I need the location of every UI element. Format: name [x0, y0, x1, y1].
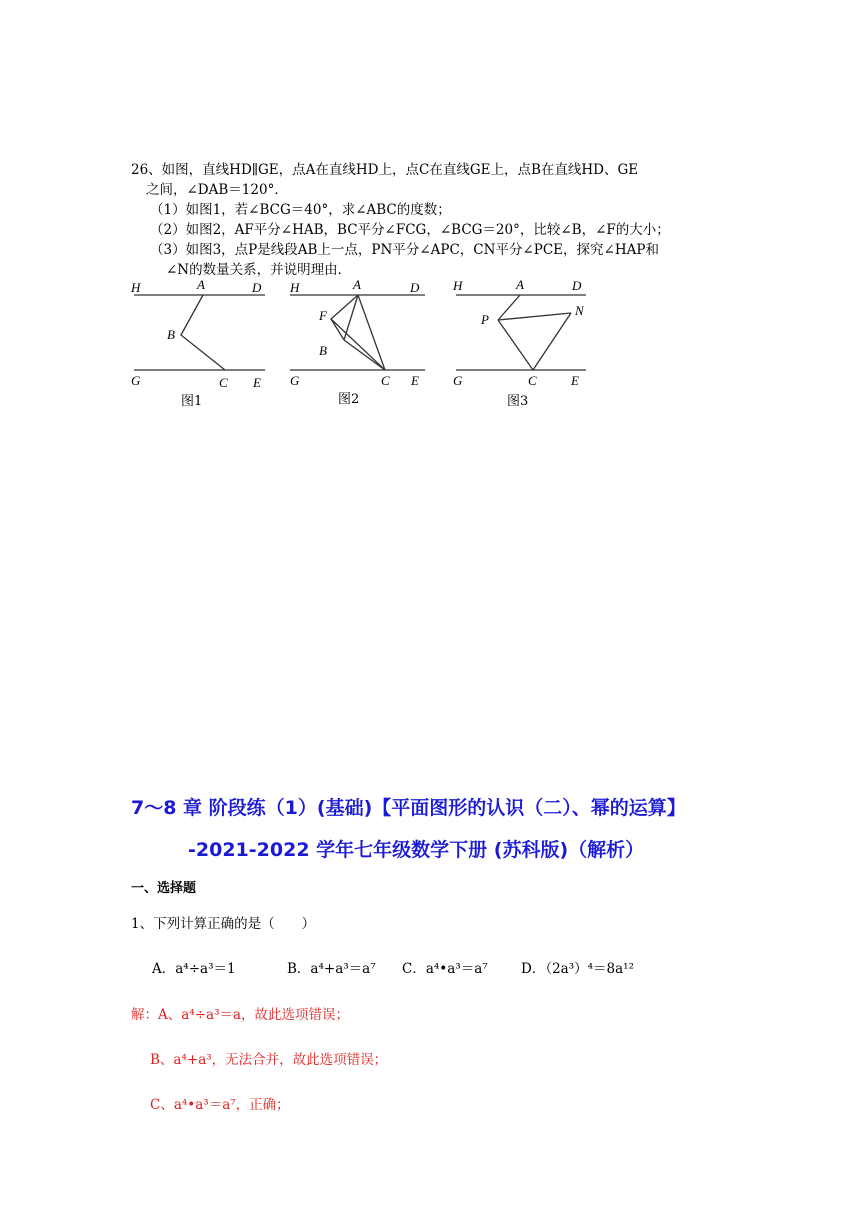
fig3-label-d: D — [572, 278, 582, 293]
fig2-label-g: G — [290, 373, 300, 388]
fig2-label-c: C — [381, 373, 390, 388]
problem-26-line-1: 26、如图，直线HD∥GE，点A在直线HD上，点C在直线GE上，点B在直线HD、GE — [131, 162, 639, 178]
fig3-label-h: H — [453, 278, 463, 293]
solution-line-c: C、a⁴•a³＝a⁷，正确； — [150, 1097, 290, 1113]
document-title-line-1: 7～8 章 阶段练（1）(基础)【平面图形的认识（二）、幂的运算】 — [131, 797, 686, 819]
fig3-label-e: E — [571, 373, 579, 388]
fig1-label-d: D — [252, 280, 262, 295]
fig3-label-n: N — [575, 303, 584, 318]
fig3-label-g: G — [453, 373, 463, 388]
problem-26-line-2: 之间，∠DAB＝120°． — [146, 182, 288, 198]
question-1-option-b: B．a⁴+a³＝a⁷ — [287, 961, 376, 977]
problem-26-part-3-b: ∠N的数量关系，并说明理由． — [166, 262, 352, 278]
question-1-option-c: C．a⁴•a³＝a⁷ — [402, 961, 488, 977]
question-1-option-d: D．（2a³）⁴＝8a¹² — [521, 961, 634, 977]
fig1-label-h: H — [131, 280, 141, 295]
problem-26-part-2: （2）如图2，AF平分∠HAB，BC平分∠FCG，∠BCG＝20°，比较∠B，∠F的大小； — [150, 222, 670, 238]
fig3-label-p: P — [481, 312, 489, 327]
fig2-label-a: A — [353, 277, 361, 292]
problem-26-part-3-a: （3）如图3，点P是线段AB上一点，PN平分∠APC，CN平分∠PCE，探究∠HAP和 — [150, 242, 659, 258]
document-title-line-2: -2021-2022 学年七年级数学下册 (苏科版)（解析） — [188, 839, 645, 861]
problem-26-part-1: （1）如图1，若∠BCG＝40°，求∠ABC的度数； — [150, 202, 451, 218]
solution-line-b: B、a⁴+a³，无法合并，故此选项错误； — [150, 1052, 388, 1068]
figure-2-caption: 图2 — [338, 392, 360, 407]
question-1-option-a: A．a⁴÷a³＝1 — [152, 961, 236, 977]
fig1-label-b: B — [167, 327, 175, 342]
fig2-label-b: B — [319, 343, 327, 358]
fig2-label-d: D — [410, 280, 420, 295]
fig2-label-h: H — [290, 280, 300, 295]
fig3-label-c: C — [528, 373, 537, 388]
figure-3-caption: 图3 — [507, 394, 529, 409]
fig1-label-e: E — [253, 375, 261, 390]
fig1-label-g: G — [131, 373, 141, 388]
solution-line-a: 解：A、a⁴÷a³＝a，故此选项错误； — [131, 1007, 350, 1023]
fig1-label-a: A — [197, 277, 205, 292]
fig3-label-a: A — [516, 277, 524, 292]
question-1-stem: 1、下列计算正确的是（ ） — [131, 916, 316, 932]
fig1-label-c: C — [219, 375, 228, 390]
section-heading: 一、选择题 — [131, 881, 197, 896]
fig2-label-e: E — [411, 373, 419, 388]
figure-1-caption: 图1 — [181, 394, 203, 409]
fig2-label-f: F — [319, 308, 327, 323]
